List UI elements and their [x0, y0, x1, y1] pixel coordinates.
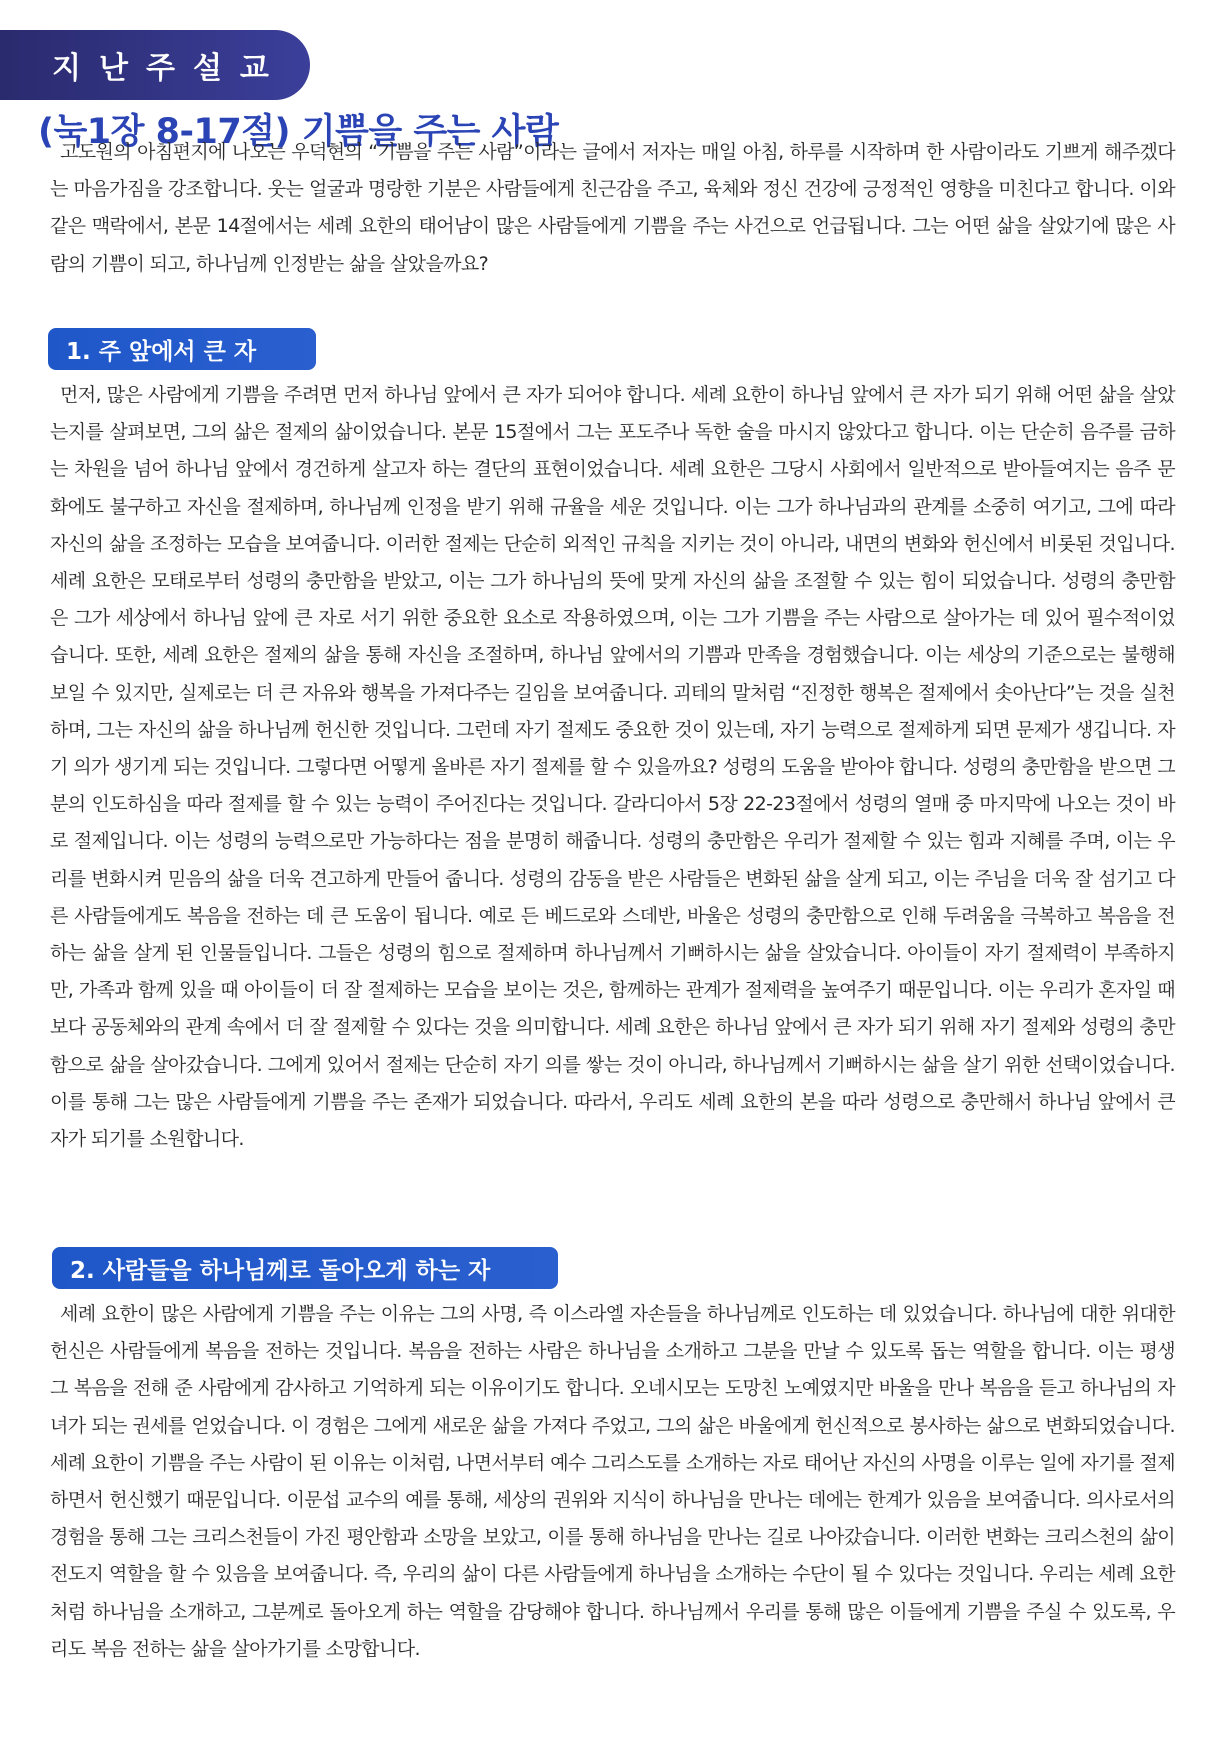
- section-heading-2-label: 2. 사람들을 하나님께로 돌아오게 하는 자: [70, 1257, 491, 1284]
- section-1-body: 먼저, 많은 사람에게 기쁨을 주려면 먼저 하나님 앞에서 큰 자가 되어야 합니다. 세례 요한이 하나님 앞에서 큰 자가 되기 위해 어떤 삶을 살았는지를 살펴보면, 그의 삶은 절제의 삶이었습니다. 본문 15절에서 그는 포도주나 독한 술을 마시지 않았다고 합니다. 이는 단순히 음주를 금하는 차원을 넘어 하나님 앞에서 경건하게 살고자 하는 결단의 표현이었습니다. 세례 요한은 그당시 사회에서 일반적으로 받아들여지는 음주 문화에도 불구하고 자신을 절제하며, 하나님께 인정을 받기 위해 규율을 세운 것입니다. 이는 그가 하나님과의 관계를 소중히 여기고, 그에 따라 자신의 삶을 조정하는 모습을 보여줍니다. 이러한 절제는 단순히 외적인 규칙을 지키는 것이 아니라, 내면의 변화와 헌신에서 비롯된 것입니다. 세례 요한은 모태로부터 성령의 충만함을 받았고, 이는 그가 하나님의 뜻에 맞게 자신의 삶을 조절할 수 있는 힘이 되었습니다. 성령의 충만함은 그가 세상에서 하나님 앞에 큰 자로 서기 위한 중요한 요소로 작용하였으며, 이는 그가 기쁨을 주는 사람으로 살아가는 데 있어 필수적이었습니다. 또한, 세례 요한은 절제의 삶을 통해 자신을 조절하며, 하나님 앞에서의 기쁨과 만족을 경험했습니다. 이는 세상의 기준으로는 불행해 보일 수 있지만, 실제로는 더 큰 자유와 행복을 가져다주는 길임을 보여줍니다. 괴테의 말처럼 “진정한 행복은 절제에서 솟아난다”는 것을 실천하며, 그는 자신의 삶을 하나님께 헌신한 것입니다. 그런데 자기 절제도 중요한 것이 있는데, 자기 능력으로 절제하게 되면 문제가 생깁니다. 자기 의가 생기게 되는 것입니다. 그렇다면 어떻게 올바른 자기 절제를 할 수 있을까요? 성령의 도움을 받아야 합니다. 성령의 충만함을 받으면 그분의 인도하심을 따라 절제를 할 수 있는 능력이 주어진다는 것입니다. 갈라디아서 5장 22-23절에서 성령의 열매 중 마지막에 나오는 것이 바로 절제입니다. 이는 성령의 능력으로만 가능하다는 점을 분명히 해줍니다. 성령의 충만함은 우리가 절제할 수 있는 힘과 지혜를 주며, 이는 우리를 변화시켜 믿음의 삶을 더욱 견고하게 만들어 줍니다. 성령의 감동을 받은 사람들은 변화된 삶을 살게 되고, 이는 주님을 더욱 잘 섬기고 다른 사람들에게도 복음을 전하는 데 큰 도움이 됩니다. 예로 든 베드로와 스데반, 바울은 성령의 충만함으로 인해 두려움을 극복하고 복음을 전하는 삶을 살게 된 인물들입니다. 그들은 성령의 힘으로 절제하며 하나님께서 기뻐하시는 삶을 살았습니다. 아이들이 자기 절제력이 부족하지만, 가족과 함께 있을 때 아이들이 더 잘 절제하는 모습을 보이는 것은, 함께하는 관계가 절제력을 높여주기 때문입니다. 이는 우리가 혼자일 때보다 공동체와의 관계 속에서 더 잘 절제할 수 있다는 것을 의미합니다. 세례 요한은 하나님 앞에서 큰 자가 되기 위해 자기 절제와 성령의 충만함으로 삶을 살아갔습니다. 그에게 있어서 절제는 단순히 자기 의를 쌓는 것이 아니라, 하나님께서 기뻐하시는 삶을 살기 위한 선택이었습니다. 이를 통해 그는 많은 사람들에게 기쁨을 주는 존재가 되었습니다. 따라서, 우리도 세례 요한의 본을 따라 성령으로 충만해서 하나님 앞에서 큰 자가 되기를 소원합니다.: [50, 384, 1175, 1151]
- page-title: (눅1장 8-17절) 기쁨을 주는 사람: [38, 112, 559, 152]
- intro-paragraph: 고도원의 아침편지에 나오는 우덕현의 “기쁨을 주는 사람”이라는 글에서 저자는 매일 아침, 하루를 시작하며 한 사람이라도 기쁘게 해주겠다는 마음가짐을 강조합니다. 웃는 얼굴과 명랑한 기분은 사람들에게 친근감을 주고, 육체와 정신 건강에 긍정적인 영향을 미친다고 합니다. 이와 같은 맥락에서, 본문 14절에서는 세례 요한의 태어남이 많은 사람들에게 기쁨을 주는 사건으로 언급됩니다. 그는 어떤 삶을 살았기에 많은 사람의 기쁨이 되고, 하나님께 인정받는 삶을 살았을까요?: [50, 141, 1175, 275]
- section-heading-1-label: 1. 주 앞에서 큰 자: [66, 338, 257, 365]
- section-2-body: 세례 요한이 많은 사람에게 기쁨을 주는 이유는 그의 사명, 즉 이스라엘 자손들을 하나님께로 인도하는 데 있었습니다. 하나님에 대한 위대한 헌신은 사람들에게 복음을 전하는 것입니다. 복음을 전하는 사람은 하나님을 소개하고 그분을 만날 수 있도록 돕는 역할을 합니다. 이는 평생 그 복음을 전해 준 사람에게 감사하고 기억하게 되는 이유이기도 합니다. 오네시모는 도망친 노예였지만 바울을 만나 복음을 듣고 하나님의 자녀가 되는 권세를 얻었습니다. 이 경험은 그에게 새로운 삶을 가져다 주었고, 그의 삶은 바울에게 헌신적으로 봉사하는 삶으로 변화되었습니다. 세례 요한이 기쁨을 주는 사람이 된 이유는 이처럼, 나면서부터 예수 그리스도를 소개하는 자로 태어난 자신의 사명을 이루는 일에 자기를 절제하면서 헌신했기 때문입니다. 이문섭 교수의 예를 통해, 세상의 권위와 지식이 하나님을 만나는 데에는 한계가 있음을 보여줍니다. 의사로서의 경험을 통해 그는 크리스천들이 가진 평안함과 소망을 보았고, 이를 통해 하나님을 만나는 길로 나아갔습니다. 이러한 변화는 크리스천의 삶이 전도지 역할을 할 수 있음을 보여줍니다. 즉, 우리의 삶이 다른 사람들에게 하나님을 소개하는 수단이 될 수 있다는 것입니다. 우리는 세례 요한처럼 하나님을 소개하고, 그분께로 돌아오게 하는 역할을 감당해야 합니다. 하나님께서 우리를 통해 많은 이들에게 기쁨을 주실 수 있도록, 우리도 복음 전하는 삶을 살아가기를 소망합니다.: [50, 1303, 1175, 1660]
- section-heading-1: [48, 328, 316, 370]
- page-header-tab: [0, 30, 310, 100]
- section-heading-2: [52, 1247, 558, 1289]
- header-tab-label: 지난주설교: [52, 51, 287, 86]
